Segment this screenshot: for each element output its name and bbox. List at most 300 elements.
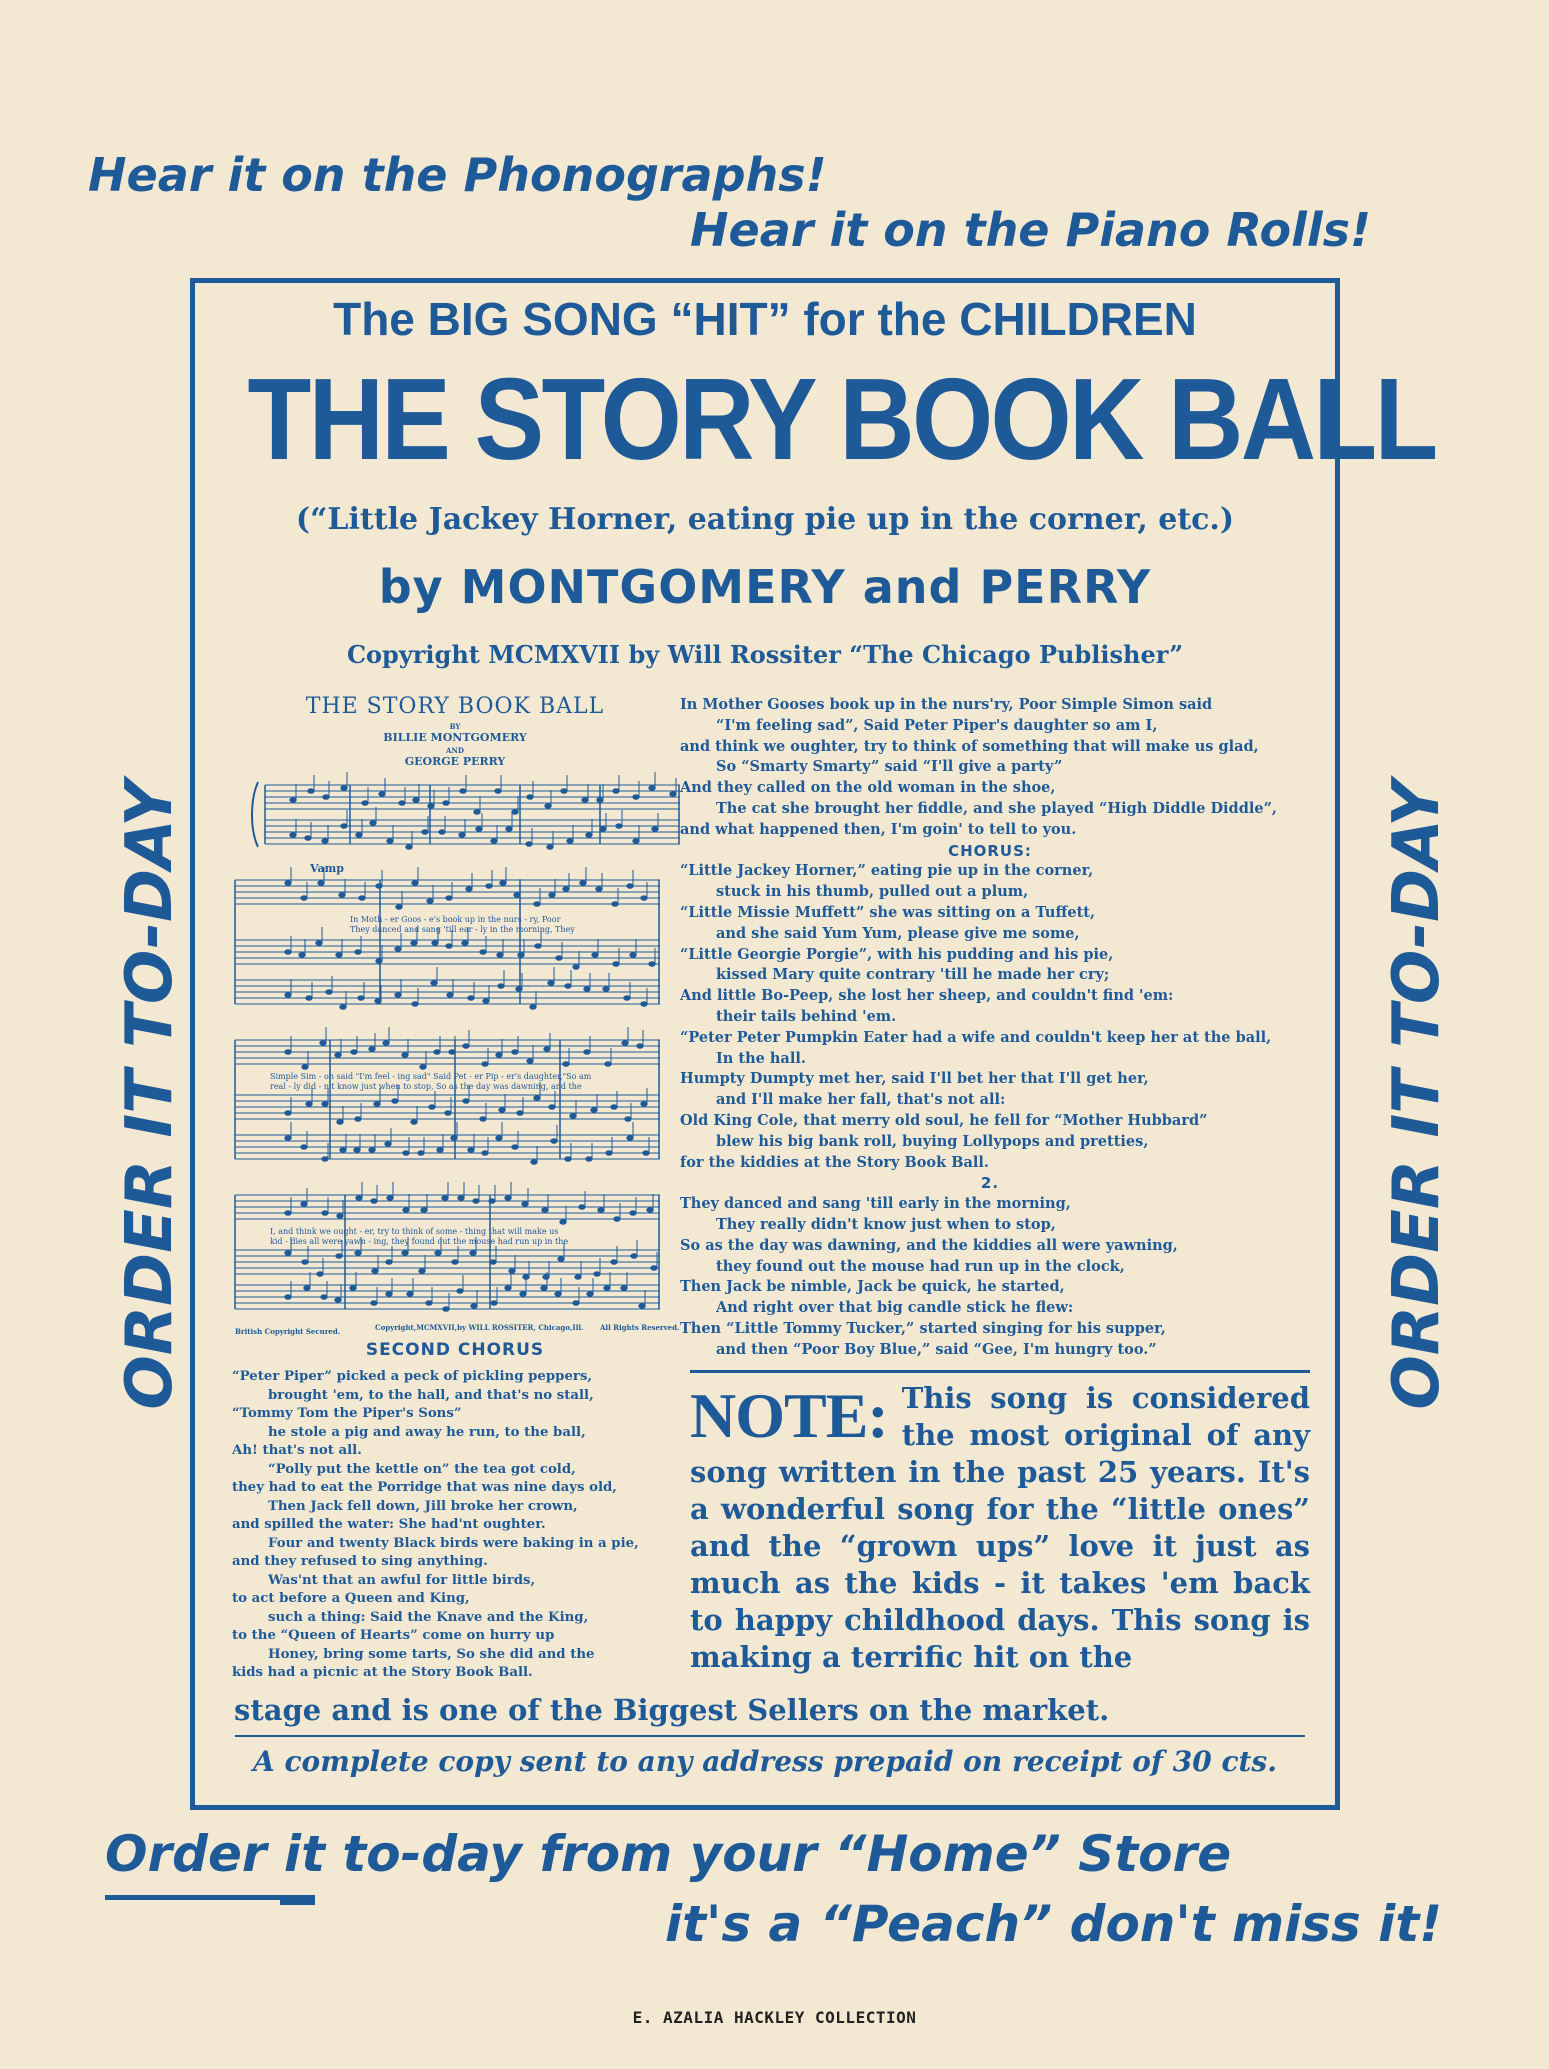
music-note bbox=[527, 1059, 533, 1064]
music-note bbox=[379, 792, 385, 797]
music-note bbox=[548, 981, 554, 986]
music-note bbox=[652, 827, 658, 832]
music-note bbox=[567, 839, 573, 844]
music-note bbox=[299, 953, 305, 958]
music-note bbox=[386, 1292, 392, 1297]
music-lyric-3b: kid - dies all were yawn - ing, they found out the mouse had run up in the bbox=[270, 1237, 569, 1246]
music-note bbox=[621, 1286, 627, 1291]
music-note bbox=[584, 987, 590, 992]
second-chorus-line: kids had a picnic at the Story Book Ball. bbox=[232, 1665, 533, 1680]
music-note bbox=[443, 1307, 449, 1312]
music-note bbox=[320, 1041, 326, 1046]
music-note bbox=[480, 950, 486, 955]
copyright-line: Copyright MCMXVII by Will Rossiter “The Chicago Publisher” bbox=[346, 640, 1184, 669]
chorus-line: In the hall. bbox=[716, 1049, 806, 1067]
music-foot-left: British Copyright Secured. bbox=[235, 1327, 341, 1336]
chorus-line: their tails behind 'em. bbox=[716, 1007, 897, 1025]
music-note bbox=[421, 1208, 427, 1213]
music-note bbox=[579, 1205, 585, 1210]
music-note bbox=[396, 905, 402, 910]
music-note bbox=[386, 1260, 392, 1265]
music-note bbox=[358, 996, 364, 1001]
music-note bbox=[301, 1145, 307, 1150]
music-note bbox=[631, 1254, 637, 1259]
music-note bbox=[432, 941, 438, 946]
music-note bbox=[522, 1202, 528, 1207]
music-note bbox=[600, 827, 606, 832]
music-note bbox=[458, 1196, 464, 1201]
second-chorus-line: “Peter Piper” picked a peck of pickling peppers, bbox=[232, 1369, 593, 1384]
music-note bbox=[470, 1251, 476, 1256]
music-note bbox=[372, 1269, 378, 1274]
music-note bbox=[321, 1295, 327, 1300]
music-note bbox=[355, 1117, 361, 1122]
music-note bbox=[483, 999, 489, 1004]
music-note bbox=[570, 1114, 576, 1119]
music-note bbox=[612, 902, 618, 907]
bottom-promo-peach: it's a “Peach” don't miss it! bbox=[665, 1895, 1443, 1953]
music-note bbox=[308, 789, 314, 794]
music-note bbox=[541, 1286, 547, 1291]
music-note bbox=[285, 1136, 291, 1141]
second-chorus-line: “Polly put the kettle on” the tea got cold, bbox=[268, 1461, 576, 1477]
music-note bbox=[413, 798, 419, 803]
music-note bbox=[395, 947, 401, 952]
music-note bbox=[624, 996, 630, 1001]
second-chorus-line: brought 'em, to the hall, and that's no stall, bbox=[268, 1387, 594, 1403]
music-note bbox=[649, 786, 655, 791]
chorus-line: and I'll make her fall, that's not all: bbox=[716, 1091, 1006, 1109]
music-note bbox=[301, 896, 307, 901]
chorus-line: “Little Missie Muffett” she was sitting on a Tuffett, bbox=[680, 903, 1096, 921]
music-lyric-2a: Simple Sim - on said "I'm feel - ing sad" Said Pet - er Pip - er's daughter,"So am bbox=[270, 1072, 592, 1081]
music-note bbox=[412, 881, 418, 886]
music-note bbox=[406, 845, 412, 850]
music-note bbox=[285, 993, 291, 998]
music-note bbox=[605, 1062, 611, 1067]
music-note bbox=[476, 827, 482, 832]
music-note bbox=[354, 1148, 360, 1153]
music-note bbox=[641, 896, 647, 901]
subtitle: The BIG SONG “HIT” for the CHILDREN bbox=[333, 293, 1197, 345]
music-note bbox=[439, 830, 445, 835]
music-note bbox=[613, 789, 619, 794]
music-note bbox=[285, 881, 291, 886]
verse1-line: The cat she brought her fiddle, and she played “High Diddle Diddle”, bbox=[716, 799, 1277, 817]
music-note bbox=[383, 1041, 389, 1046]
music-note bbox=[341, 786, 347, 791]
verse-2 bbox=[680, 1194, 1300, 1360]
music-note bbox=[565, 1157, 571, 1162]
chorus-line: “Little Jackey Horner,” eating pie up in the corner, bbox=[680, 862, 1094, 880]
music-lyric-1a: In Moth - er Goos - e's book up in the nurs - ry, Poor bbox=[350, 915, 561, 924]
music-note bbox=[422, 830, 428, 835]
chorus-line: “Peter Peter Pumpkin Eater had a wife and couldn't keep her at the ball, bbox=[680, 1028, 1272, 1046]
music-system-3 bbox=[235, 1040, 660, 1159]
music-note bbox=[604, 1286, 610, 1291]
music-note bbox=[591, 1108, 597, 1113]
music-lyric-2b: real - ly did - n't know just when to stop, So as the day was dawning, and the bbox=[270, 1082, 582, 1091]
music-note bbox=[535, 944, 541, 949]
order-divider bbox=[235, 1735, 1305, 1737]
music-lyric-1b: They danced and sang 'till ear - ly in the morning, They bbox=[350, 925, 575, 934]
music-note bbox=[555, 1292, 561, 1297]
music-note bbox=[371, 1301, 377, 1306]
music-note bbox=[582, 798, 588, 803]
music-note bbox=[639, 1304, 645, 1309]
verse2-line: Then “Little Tommy Tucker,” started singing for his supper, bbox=[680, 1319, 1166, 1337]
music-note bbox=[520, 1292, 526, 1297]
music-note bbox=[597, 798, 603, 803]
music-note bbox=[498, 984, 504, 989]
verse2-line: And right over that big candle stick he flew: bbox=[716, 1299, 1074, 1317]
music-note bbox=[584, 1050, 590, 1055]
music-note bbox=[603, 987, 609, 992]
music-note bbox=[622, 1041, 628, 1046]
music-note bbox=[451, 1136, 457, 1141]
second-chorus-line: to the “Queen of Hearts” come on hurry up bbox=[232, 1628, 555, 1643]
music-note bbox=[355, 1251, 361, 1256]
music-note bbox=[285, 950, 291, 955]
music-note bbox=[474, 810, 480, 815]
music-note bbox=[403, 1151, 409, 1156]
music-note bbox=[446, 944, 452, 949]
music-note bbox=[630, 1211, 636, 1216]
music-note bbox=[301, 1202, 307, 1207]
music-note bbox=[285, 1211, 291, 1216]
music-note bbox=[509, 1269, 515, 1274]
music-composer-1: BILLIE MONTGOMERY bbox=[383, 731, 527, 744]
music-note bbox=[443, 801, 449, 806]
bottom-promo-order: Order it to-day from your “Home” Store bbox=[105, 1825, 1232, 1883]
music-note bbox=[649, 962, 655, 967]
music-note bbox=[431, 981, 437, 986]
music-note bbox=[614, 1217, 620, 1222]
verse2-line: and then “Poor Boy Blue,” said “Gee, I'm hungry too.” bbox=[716, 1340, 1157, 1358]
music-note bbox=[411, 1120, 417, 1125]
music-note bbox=[496, 1136, 502, 1141]
music-note bbox=[534, 1096, 540, 1101]
music-note bbox=[341, 824, 347, 829]
music-note bbox=[306, 996, 312, 1001]
music-note bbox=[468, 996, 474, 1001]
music-note bbox=[426, 1301, 432, 1306]
music-note bbox=[290, 798, 296, 803]
music-note bbox=[442, 1196, 448, 1201]
music-note bbox=[371, 1199, 377, 1204]
music-note bbox=[359, 896, 365, 901]
music-note bbox=[376, 959, 382, 964]
music-note bbox=[306, 1102, 312, 1107]
promo-line-piano-rolls: Hear it on the Piano Rolls! bbox=[690, 203, 1372, 257]
music-note bbox=[547, 845, 553, 850]
music-note bbox=[545, 804, 551, 809]
music-note bbox=[491, 839, 497, 844]
music-note bbox=[587, 1292, 593, 1297]
music-note bbox=[598, 1208, 604, 1213]
chorus-line: and she said Yum Yum, please give me some, bbox=[716, 924, 1080, 942]
verse1-line: “I'm feeling sad”, Said Peter Piper's daughter so am I, bbox=[716, 716, 1158, 734]
music-note bbox=[482, 1151, 488, 1156]
music-note bbox=[428, 804, 434, 809]
music-note bbox=[543, 1275, 549, 1280]
verse1-line: In Mother Gooses book up in the nurs'ry, Poor Simple Simon said bbox=[680, 696, 1213, 713]
music-note bbox=[326, 990, 332, 995]
music-note bbox=[637, 1044, 643, 1049]
music-note bbox=[500, 881, 506, 886]
music-note bbox=[429, 1105, 435, 1110]
music-note bbox=[526, 842, 532, 847]
music-note bbox=[376, 884, 382, 889]
verse1-line: So “Smarty Smarty” said “I'll give a party” bbox=[716, 758, 1063, 776]
music-note bbox=[489, 1199, 495, 1204]
verse2-line: Then Jack be nimble, Jack be quick, he started, bbox=[680, 1278, 1065, 1296]
music-note bbox=[630, 953, 636, 958]
music-note bbox=[420, 1065, 426, 1070]
music-note bbox=[322, 839, 328, 844]
chorus-line: “Little Georgie Porgie”, with his pudding and his pie, bbox=[680, 945, 1114, 963]
music-note bbox=[322, 1157, 328, 1162]
music-note bbox=[452, 1260, 458, 1265]
music-note bbox=[462, 941, 468, 946]
music-note bbox=[471, 1304, 477, 1309]
music-note bbox=[427, 899, 433, 904]
verse-2-heading: 2. bbox=[980, 1174, 1000, 1193]
music-note bbox=[435, 1251, 441, 1256]
music-note bbox=[468, 1148, 474, 1153]
chorus-line: stuck in his thumb, pulled out a plum, bbox=[716, 883, 1029, 901]
music-note bbox=[512, 810, 518, 815]
music-note bbox=[339, 893, 345, 898]
music-note bbox=[490, 1260, 496, 1265]
music-note bbox=[285, 1295, 291, 1300]
music-note bbox=[336, 1254, 342, 1259]
music-note bbox=[387, 1196, 393, 1201]
music-note bbox=[412, 1002, 418, 1007]
music-note bbox=[356, 1196, 362, 1201]
music-note bbox=[512, 1050, 518, 1055]
lyrics-column bbox=[680, 695, 1300, 1361]
second-chorus-line: Honey, bring some tarts, So she did and the bbox=[268, 1646, 595, 1662]
music-note bbox=[463, 1044, 469, 1049]
music-note bbox=[505, 1196, 511, 1201]
byline: by MONTGOMERY and PERRY bbox=[378, 560, 1152, 614]
chorus-line: kissed Mary quite contrary 'till he made her cry; bbox=[716, 966, 1110, 984]
music-note bbox=[457, 1289, 463, 1294]
note-divider bbox=[690, 1370, 1310, 1373]
music-note bbox=[606, 1151, 612, 1156]
second-chorus-line: to act before a Queen and King, bbox=[232, 1591, 470, 1606]
note-label: NOTE: bbox=[690, 1380, 888, 1451]
music-note bbox=[495, 789, 501, 794]
music-note bbox=[302, 1065, 308, 1070]
music-note bbox=[486, 884, 492, 889]
music-and: AND bbox=[446, 746, 464, 755]
order-offer: A complete copy sent to any address prepaid on receipt of 30 cts. bbox=[253, 1745, 1277, 1778]
music-note bbox=[633, 839, 639, 844]
note-tail: stage and is one of the Biggest Sellers on the market. bbox=[234, 1693, 1110, 1727]
music-note bbox=[627, 884, 633, 889]
music-note bbox=[437, 1148, 443, 1153]
second-chorus-line: he stole a pig and away he run, to the ball, bbox=[268, 1424, 586, 1440]
side-order-left: ORDER IT TO-DAY bbox=[113, 780, 187, 1410]
music-note bbox=[616, 824, 622, 829]
collection-stamp: E. AZALIA HACKLEY COLLECTION bbox=[632, 2008, 917, 2027]
music-note bbox=[336, 953, 342, 958]
music-note bbox=[563, 1062, 569, 1067]
music-note bbox=[369, 1047, 375, 1052]
music-note bbox=[549, 893, 555, 898]
music-note bbox=[305, 836, 311, 841]
music-note bbox=[375, 999, 381, 1004]
second-chorus-line: Was'nt that an awful for little birds, bbox=[268, 1572, 536, 1588]
music-note bbox=[499, 1108, 505, 1113]
music-vamp-label: Vamp bbox=[310, 862, 344, 875]
verse1-line: and think we oughter, try to think of something that will make us glad, bbox=[680, 737, 1259, 755]
music-note bbox=[317, 1272, 323, 1277]
music-note bbox=[447, 993, 453, 998]
music-note bbox=[480, 1117, 486, 1122]
music-lyric-3a: I, and think we ought - er, try to think of some - thing that will make us bbox=[270, 1227, 559, 1236]
second-chorus-line: Ah! that's not all. bbox=[232, 1443, 362, 1458]
music-foot-right: All Rights Reserved. bbox=[600, 1323, 680, 1332]
music-note bbox=[592, 953, 598, 958]
verse2-line: They really didn't know just when to stop, bbox=[716, 1215, 1056, 1233]
music-note bbox=[316, 941, 322, 946]
music-note bbox=[512, 1145, 518, 1150]
music-note bbox=[505, 1286, 511, 1291]
music-note bbox=[323, 795, 329, 800]
music-note bbox=[407, 1292, 413, 1297]
chorus-line: blew his big bank roll, buying Lollypops and pretties, bbox=[716, 1132, 1149, 1150]
music-note bbox=[558, 1257, 564, 1262]
second-chorus-line: Four and twenty Black birds were baking in a pie, bbox=[268, 1535, 639, 1551]
music-note bbox=[542, 1208, 548, 1213]
music-note bbox=[340, 1148, 346, 1153]
second-chorus-line: such a thing: Said the Knave and the King, bbox=[268, 1609, 589, 1625]
music-note bbox=[285, 1050, 291, 1055]
music-note bbox=[395, 993, 401, 998]
music-note bbox=[335, 1298, 341, 1303]
music-note bbox=[337, 1120, 343, 1125]
music-note bbox=[497, 953, 503, 958]
music-note bbox=[573, 965, 579, 970]
music-note bbox=[302, 1260, 308, 1265]
music-note bbox=[575, 1275, 581, 1280]
verse2-line: So as the day was dawning, and the kiddies all were yawning, bbox=[680, 1236, 1178, 1254]
music-note bbox=[573, 1301, 579, 1306]
music-note bbox=[285, 1111, 291, 1116]
promo-line-phonographs: Hear it on the Phonographs! bbox=[88, 148, 827, 202]
music-note bbox=[633, 795, 639, 800]
music-system-4 bbox=[235, 1195, 660, 1309]
music-note bbox=[463, 1099, 469, 1104]
music-note bbox=[594, 1272, 600, 1277]
music-composer-2: GEORGE PERRY bbox=[404, 755, 506, 768]
music-note bbox=[641, 1102, 647, 1107]
music-note bbox=[530, 1005, 536, 1010]
music-note bbox=[419, 1269, 425, 1274]
music-note bbox=[446, 896, 452, 901]
music-note bbox=[337, 1214, 343, 1219]
bottom-underline-accent bbox=[280, 1900, 315, 1905]
music-note bbox=[580, 881, 586, 886]
music-note bbox=[362, 801, 368, 806]
music-note bbox=[460, 789, 466, 794]
music-note bbox=[534, 902, 540, 907]
music-note bbox=[445, 1111, 451, 1116]
music-note bbox=[560, 1220, 566, 1225]
music-note bbox=[402, 1251, 408, 1256]
music-foot-mid: Copyright,MCMXVII,by WILL ROSSITER, Chicago,Ill. bbox=[375, 1323, 584, 1332]
second-chorus-line: and they refused to sing anything. bbox=[232, 1554, 488, 1569]
music-note bbox=[565, 984, 571, 989]
music-note bbox=[491, 1301, 497, 1306]
music-note bbox=[482, 1062, 488, 1067]
chorus-heading: CHORUS: bbox=[948, 841, 1032, 860]
music-note bbox=[556, 956, 562, 961]
second-chorus-heading: SECOND CHORUS bbox=[365, 1340, 545, 1360]
music-note bbox=[506, 827, 512, 832]
music-note bbox=[322, 1211, 328, 1216]
music-note bbox=[290, 833, 296, 838]
music-note bbox=[518, 953, 524, 958]
music-note bbox=[370, 821, 376, 826]
second-chorus-line: “Tommy Tom the Piper's Sons” bbox=[232, 1406, 462, 1421]
music-note bbox=[473, 1199, 479, 1204]
music-note bbox=[643, 1151, 649, 1156]
music-note bbox=[647, 1208, 653, 1213]
verse2-line: they found out the mouse had run up in the clock, bbox=[716, 1257, 1125, 1275]
music-note bbox=[351, 1050, 357, 1055]
music-note bbox=[551, 1139, 557, 1144]
second-chorus-line: and spilled the water: She had'nt oughter. bbox=[232, 1517, 546, 1532]
music-note bbox=[596, 887, 602, 892]
music-note bbox=[304, 1286, 310, 1291]
music-note bbox=[392, 1099, 398, 1104]
music-note bbox=[516, 987, 522, 992]
music-note bbox=[322, 1102, 328, 1107]
music-note bbox=[335, 1053, 341, 1058]
note-body: This song is considered the most original of any song written in the past 25 years. It's a wonderful song for the “little ones” and the “grown ups” love it just as much as the kids - it takes 'em back to happy childhood days. This song is making a terrific hit on the bbox=[690, 1381, 1310, 1674]
chorus bbox=[680, 861, 1300, 1173]
music-note bbox=[318, 881, 324, 886]
music-note bbox=[449, 1050, 455, 1055]
music-note bbox=[544, 1047, 550, 1052]
music-note bbox=[549, 1105, 555, 1110]
verse1-line: And they called on the old woman in the shoe, bbox=[680, 779, 1056, 797]
sheet-music bbox=[230, 690, 680, 1340]
music-note bbox=[369, 1148, 375, 1153]
music-note bbox=[561, 789, 567, 794]
music-note bbox=[627, 1136, 633, 1141]
music-note bbox=[527, 795, 533, 800]
music-note bbox=[466, 887, 472, 892]
side-order-right: ORDER IT TO-DAY bbox=[1380, 780, 1454, 1410]
music-title: THE STORY BOOK BALL bbox=[305, 694, 605, 719]
music-note bbox=[399, 801, 405, 806]
page-title: THE STORY BOOK BALL bbox=[247, 354, 1436, 484]
second-chorus-line: they had to eat the Porridge that was nine days old, bbox=[232, 1480, 617, 1495]
music-note bbox=[459, 833, 465, 838]
music-note bbox=[611, 1260, 617, 1265]
music-note bbox=[374, 1102, 380, 1107]
music-note bbox=[355, 950, 361, 955]
music-note bbox=[340, 1005, 346, 1010]
music-note bbox=[285, 1251, 291, 1256]
music-by: BY bbox=[449, 722, 461, 731]
music-note bbox=[586, 833, 592, 838]
